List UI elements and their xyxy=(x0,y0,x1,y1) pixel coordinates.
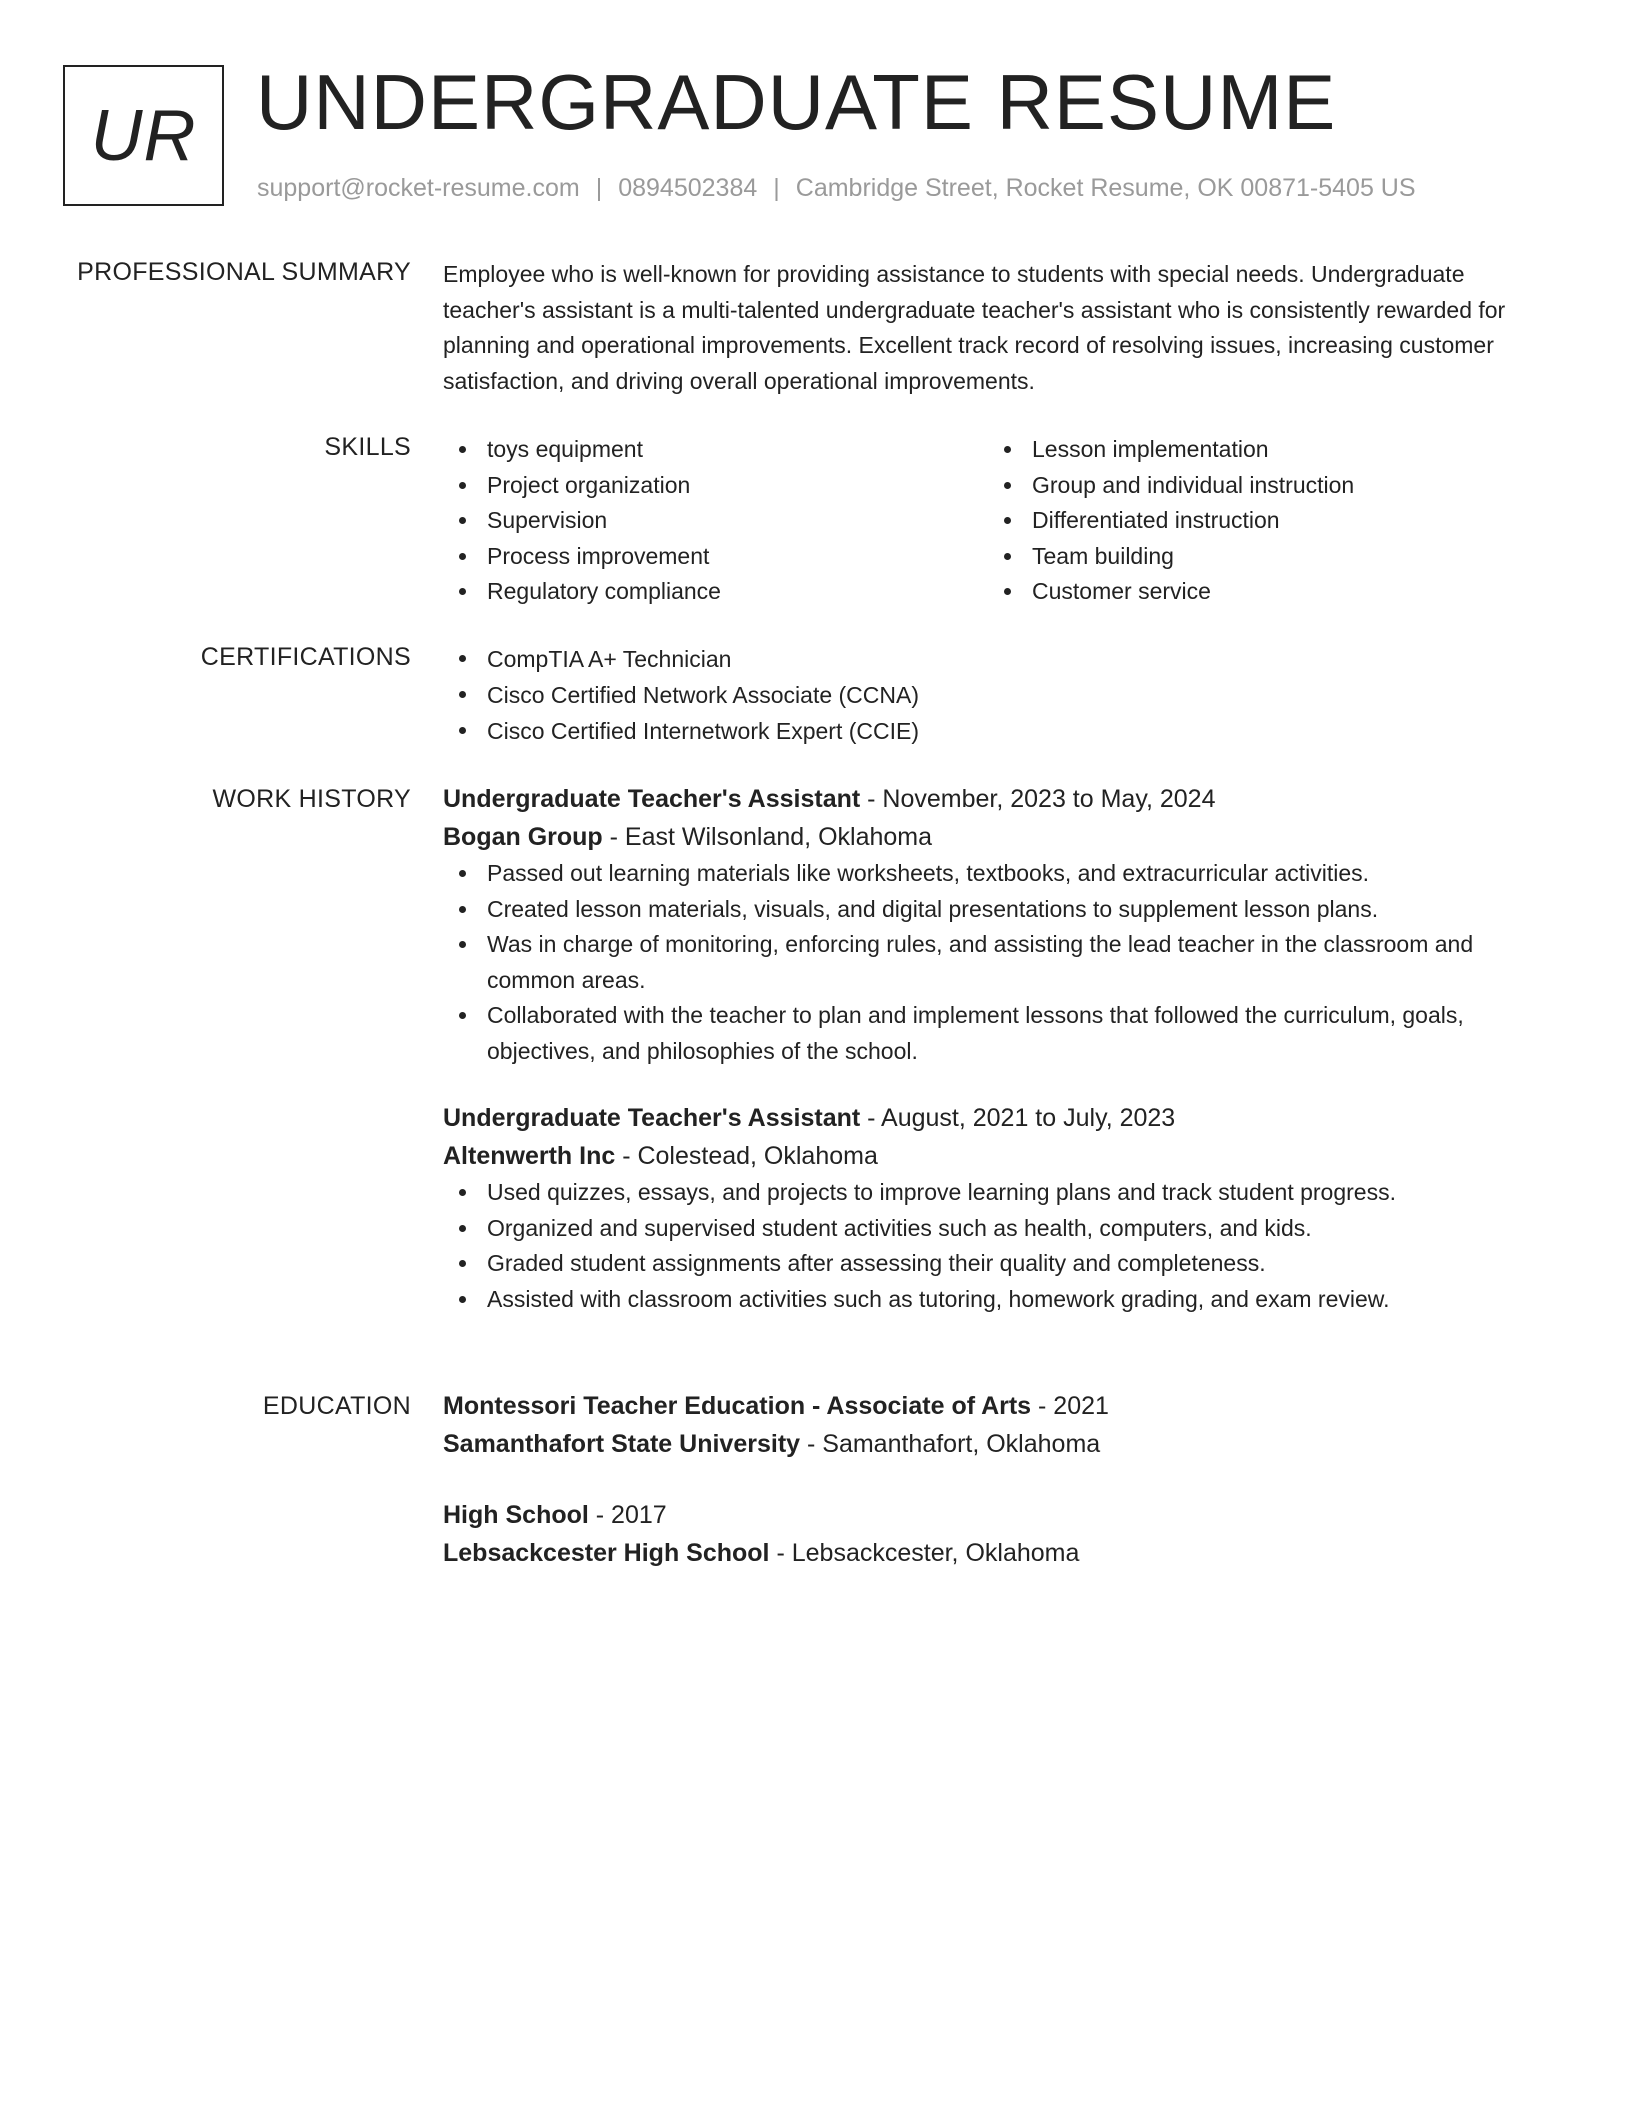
skill-item: Project organization xyxy=(443,468,988,504)
education-location: - Samanthafort, Oklahoma xyxy=(800,1430,1101,1458)
certifications-body xyxy=(443,641,1563,749)
skills-grid xyxy=(443,432,1563,610)
education-entry xyxy=(443,1387,1563,1463)
resume-name: UNDERGRADUATE RESUME xyxy=(256,58,1337,146)
skills-body xyxy=(443,432,1563,610)
education-year: - 2021 xyxy=(1031,1392,1109,1420)
job-location: - East Wilsonland, Oklahoma xyxy=(602,823,933,851)
skill-item: Lesson implementation xyxy=(988,432,1533,468)
education-degree-line xyxy=(443,1387,1563,1425)
job-duties-list xyxy=(443,1175,1563,1317)
skill-item: Differentiated instruction xyxy=(988,503,1533,539)
job-title-line xyxy=(443,780,1563,818)
section-heading-skills: SKILLS xyxy=(324,433,411,461)
section-heading-certifications: CERTIFICATIONS xyxy=(200,643,411,671)
section-heading-work-history: WORK HISTORY xyxy=(212,785,411,813)
summary-text: Employee who is well-known for providing assistance to students with special needs. Undergraduate teacher's assistant is a multi-talented undergraduate teacher's assistant who is consistently rewarded for planning and operational improvements. Excellent track record of resolving issues, increasing customer satisfaction, and driving overall operational improvements. xyxy=(443,261,1506,394)
monogram-badge xyxy=(63,65,224,206)
job-location: - Colestead, Oklahoma xyxy=(615,1142,878,1170)
section-heading-education: EDUCATION xyxy=(262,1392,411,1420)
education-institution-line xyxy=(443,1425,1563,1463)
work-history-body xyxy=(443,780,1563,1317)
certification-item: Cisco Certified Network Associate (CCNA) xyxy=(443,677,1563,713)
certification-item: CompTIA A+ Technician xyxy=(443,641,1563,677)
skill-item: Group and individual instruction xyxy=(988,468,1533,504)
education-body xyxy=(443,1387,1563,1572)
summary-body xyxy=(443,257,1563,399)
job-title-line xyxy=(443,1099,1563,1137)
job-duty-item: Collaborated with the teacher to plan and implement lessons that followed the curriculum, goals, objectives, and philosophies of the school. xyxy=(443,998,1563,1069)
job-dates: - November, 2023 to May, 2024 xyxy=(860,785,1216,813)
job-duty-item: Was in charge of monitoring, enforcing rules, and assisting the lead teacher in the classroom and common areas. xyxy=(443,927,1563,998)
skill-item: Customer service xyxy=(988,574,1533,610)
education-year: - 2017 xyxy=(588,1501,667,1529)
job-dates: - August, 2021 to July, 2023 xyxy=(860,1104,1176,1132)
certifications-list xyxy=(443,641,1563,749)
job-title: Undergraduate Teacher's Assistant xyxy=(443,1104,861,1132)
contact-separator: | xyxy=(773,174,780,202)
education-degree: High School xyxy=(443,1501,589,1529)
job-company-line xyxy=(443,818,1563,856)
skill-item: Team building xyxy=(988,539,1533,575)
education-location: - Lebsackcester, Oklahoma xyxy=(769,1539,1080,1567)
contact-phone[interactable]: 0894502384 xyxy=(618,174,758,202)
job-duty-item: Created lesson materials, visuals, and digital presentations to supplement lesson plans. xyxy=(443,892,1563,928)
education-degree-line xyxy=(443,1496,1563,1534)
contact-line xyxy=(257,172,1416,204)
job-duty-item: Used quizzes, essays, and projects to improve learning plans and track student progress. xyxy=(443,1175,1563,1211)
contact-separator: | xyxy=(595,174,603,202)
skill-item: Process improvement xyxy=(443,539,988,575)
skills-list-right xyxy=(988,432,1533,610)
education-institution: Lebsackcester High School xyxy=(443,1539,770,1567)
job-duties-list xyxy=(443,856,1563,1069)
job-company: Altenwerth Inc xyxy=(443,1142,616,1170)
job-entry xyxy=(443,780,1563,1069)
skill-item: Supervision xyxy=(443,503,988,539)
skill-item: Regulatory compliance xyxy=(443,574,988,610)
job-entry xyxy=(443,1099,1563,1317)
education-institution-line xyxy=(443,1534,1563,1572)
job-duty-item: Assisted with classroom activities such as tutoring, homework grading, and exam review. xyxy=(443,1282,1563,1318)
section-heading-summary: PROFESSIONAL SUMMARY xyxy=(77,258,411,286)
job-title: Undergraduate Teacher's Assistant xyxy=(443,785,861,813)
job-company-line xyxy=(443,1137,1563,1175)
skills-list-left xyxy=(443,432,988,610)
job-duty-item: Passed out learning materials like worksheets, textbooks, and extracurricular activities. xyxy=(443,856,1563,892)
contact-address: Cambridge Street, Rocket Resume, OK 00871-5405 US xyxy=(795,174,1416,202)
monogram-text: UR xyxy=(90,95,197,176)
education-degree: Montessori Teacher Education - Associate of Arts xyxy=(443,1392,1032,1420)
certification-item: Cisco Certified Internetwork Expert (CCIE) xyxy=(443,713,1563,749)
job-company: Bogan Group xyxy=(443,823,603,851)
job-duty-item: Organized and supervised student activities such as health, computers, and kids. xyxy=(443,1211,1563,1247)
job-duty-item: Graded student assignments after assessing their quality and completeness. xyxy=(443,1246,1563,1282)
skill-item: toys equipment xyxy=(443,432,988,468)
education-entry xyxy=(443,1496,1563,1572)
education-institution: Samanthafort State University xyxy=(443,1430,801,1458)
contact-email[interactable]: support@rocket-resume.com xyxy=(257,174,580,202)
